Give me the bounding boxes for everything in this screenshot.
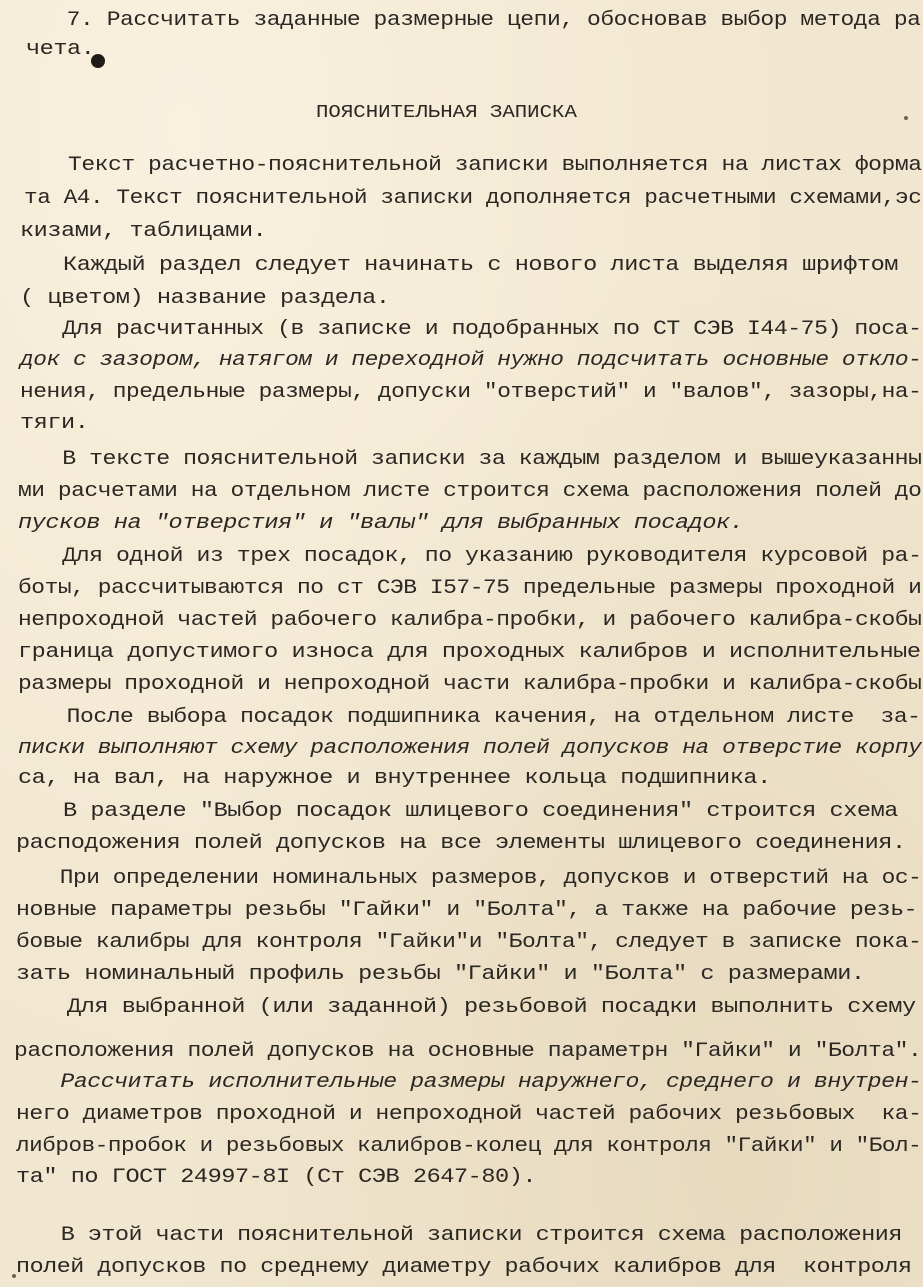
- text-line: Текст расчетно-пояснительной записки выполняется на листах форма: [28, 154, 922, 177]
- text-line: полей допусков по среднему диаметру рабочих калибров для контроля: [16, 1256, 912, 1279]
- text-line: В этой части пояснительной записки строится схема расположения: [20, 1224, 902, 1247]
- section-title: ПОЯСНИТЕЛЬНАЯ ЗАПИСКА: [316, 103, 577, 123]
- text-line: та" по ГОСТ 24997-8I (Ст СЭВ 2647-80).: [16, 1166, 537, 1189]
- text-line: непроходной частей рабочего калибра-пробки, и рабочего калибра-скобы: [18, 609, 922, 632]
- text-line: боты, рассчитываются по ст СЭВ I57-75 предельные размеры проходной и: [18, 577, 922, 600]
- text-line: док с зазором, натягом и переходной нужно подсчитать основные откло-: [20, 349, 922, 372]
- text-line: са, на вал, на наружное и внутреннее кольца подшипника.: [18, 767, 771, 790]
- text-line: В тексте пояснительной записки за каждым разделом и вышеуказанны: [22, 448, 922, 471]
- text-line: нения, предельные размеры, допуски "отверстий" и "валов", зазоры,на-: [20, 381, 922, 404]
- text-line: чета.: [26, 38, 95, 61]
- text-line: граница допустимого износа для проходных калибров и исполнительные: [18, 641, 921, 664]
- text-line: расподожения полей допусков на все элементы шлицевого соединения.: [16, 832, 906, 855]
- text-line: Для расчитанных (в записке и подобранных по СТ СЭВ I44-75) поса-: [22, 318, 922, 341]
- text-line: тяги.: [20, 412, 89, 435]
- text-line: размеры проходной и непроходной части калибра-пробки и калибра-скобы: [18, 673, 922, 696]
- text-line: В разделе "Выбор посадок шлицевого соединения" строится схема: [22, 800, 898, 823]
- text-line: зать номинальный профиль резьбы "Гайки" и "Болта" с размерами.: [16, 963, 865, 986]
- text-line: Для одной из трех посадок, по указанию руководителя курсовой ра-: [22, 545, 922, 568]
- text-line: ми расчетами на отдельном листе строится схема расположения полей до: [18, 480, 922, 503]
- text-line: расположения полей допусков на основные параметрн "Гайки" и "Болта".: [14, 1040, 922, 1063]
- text-line: При определении номинальных размеров, допусков и отверстий на ос-: [20, 867, 922, 890]
- text-line: Для выбранной (или заданной) резьбовой посадки выполнить схему: [26, 996, 916, 1019]
- text-line: та А4. Текст пояснительной записки дополняется расчетными схемами,эс: [24, 187, 922, 210]
- ink-speck: [904, 116, 908, 120]
- text-line: Рассчитать исполнительные размеры наружнего, среднего и внутрен-: [20, 1071, 922, 1094]
- text-line: Каждый раздел следует начинать с нового листа выделяя шрифтом: [22, 254, 898, 277]
- text-line: писки выполняют схему расположения полей допусков на отверстие корпу: [18, 737, 922, 760]
- text-line: либров-пробок и резьбовых калибров-колец для контроля "Гайки" и "Бол-: [16, 1135, 922, 1158]
- text-line: него диаметров проходной и непроходной частей рабочих резьбовых ка-: [16, 1103, 922, 1126]
- text-line: После выбора посадок подшипника качения, на отдельном листе за-: [40, 706, 921, 729]
- text-line: кизами, таблицами.: [20, 220, 267, 243]
- text-line: бовые калибры для контроля "Гайки"и "Болта", следует в записке пока-: [16, 931, 922, 954]
- text-line: ( цветом) название раздела.: [20, 287, 390, 310]
- text-line: 7. Рассчитать заданные размерные цепи, обосновав выбор метода ра: [40, 9, 921, 32]
- text-line: пусков на "отверстия" и "валы" для выбранных посадок.: [18, 512, 744, 535]
- text-line: новные параметры резьбы "Гайки" и "Болта", а также на рабочие резь-: [16, 899, 918, 922]
